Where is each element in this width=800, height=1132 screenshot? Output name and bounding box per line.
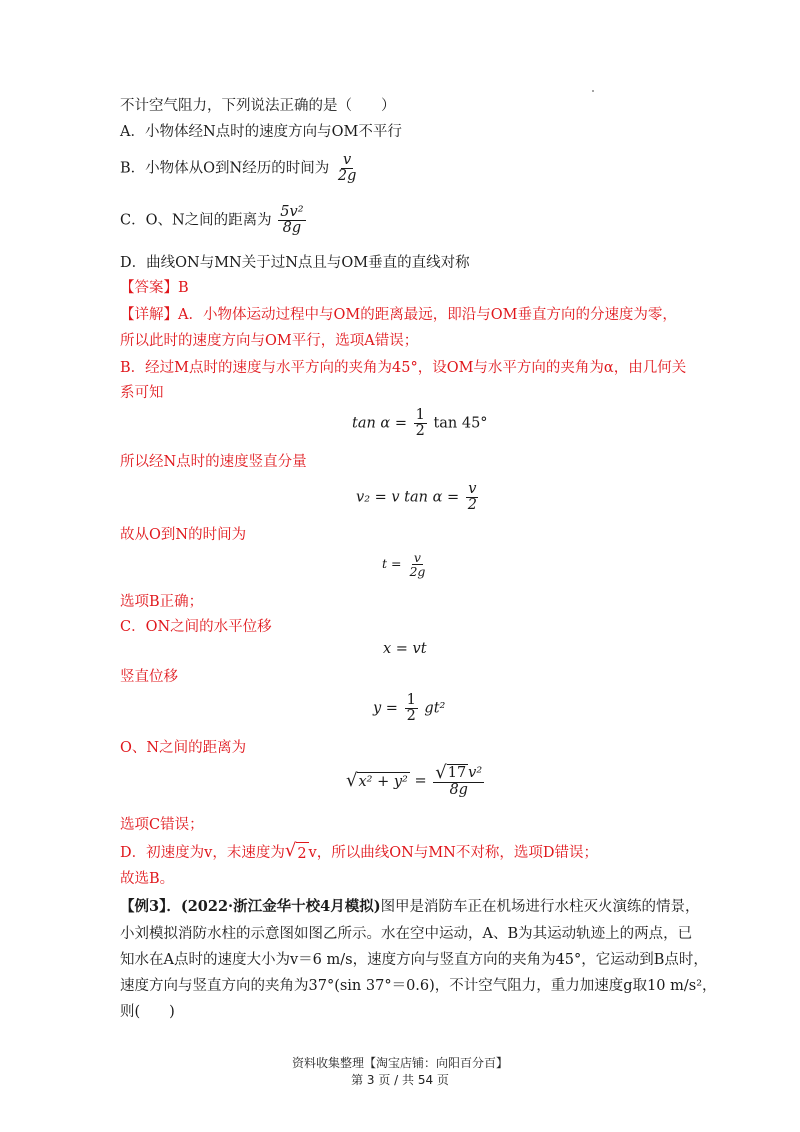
explain-line-12: [120, 842, 598, 864]
option-b-text: B．小物体从O到N经历的时间为: [120, 160, 330, 177]
eq3-fraction: [407, 551, 427, 578]
eq6-sqrt-content: x² + y²: [358, 774, 408, 791]
option-b-fraction: [336, 153, 359, 184]
eq5-right: gt²: [424, 700, 446, 717]
option-c: [120, 205, 308, 236]
explain-line-7: 选项B正确；: [120, 594, 204, 610]
radical-icon: √: [284, 840, 297, 861]
eq5-den: 2: [406, 708, 416, 725]
l12-sqrt: [285, 842, 309, 864]
l12-sqrt-content: 2: [296, 842, 308, 864]
example-line-4: 速度方向与竖直方向的夹角为37°(sin 37°＝0.6)，不计空气阻力，重力加速度g取10 m/s²，: [120, 978, 717, 994]
explain-line-12b: v，所以曲线ON与MN不对称，选项D错误；: [308, 845, 598, 861]
option-a: A．小物体经N点时的速度方向与OM不平行: [120, 124, 402, 140]
eq6-num: [433, 764, 484, 783]
eq6-num-rest: v²: [468, 765, 483, 781]
eq5-fraction: [405, 693, 418, 724]
option-d: D．曲线ON与MN关于过N点且与OM垂直的直线对称: [120, 255, 470, 271]
option-c-num: 5v²: [280, 204, 304, 220]
footer-source: 资料收集整理【淘宝店铺：向阳百分百】: [291, 1056, 508, 1070]
eq1-right: tan 45°: [433, 415, 488, 432]
example-line-5: 则( ): [120, 1004, 175, 1020]
eq5-left: y =: [373, 700, 398, 717]
stray-dot: [592, 90, 594, 92]
option-c-den: 8g: [282, 220, 302, 237]
explain-line-8: C．ON之间的水平位移: [120, 619, 272, 635]
example-line-1-text: 图甲是消防车正在机场进行水柱灭火演练的情景，: [380, 899, 700, 915]
explain-line-4: 系可知: [120, 385, 164, 401]
example-line-2: 小刘模拟消防水柱的示意图如图乙所示。水在空中运动，A、B为其运动轨迹上的两点，已: [120, 926, 693, 942]
eq5-num: 1: [406, 692, 416, 708]
explain-line-5: 所以经N点时的速度竖直分量: [120, 454, 307, 470]
equation-v2: [356, 482, 481, 513]
eq2-num: v: [468, 481, 477, 497]
option-c-fraction: [278, 205, 305, 236]
explain-line-12a: D．初速度为v，末速度为: [120, 845, 285, 861]
explain-line-3: B．经过M点时的速度与水平方向的夹角为45°，设OM与水平方向的夹角为α，由几何关: [120, 360, 687, 376]
eq1-den: 2: [415, 423, 425, 440]
example-head: 【例3】．(2022·浙江金华十校4月模拟): [120, 898, 381, 915]
example-line-3: 知水在A点时的速度大小为v＝6 m/s，速度方向与竖直方向的夹角为45°，它运动到B点时，: [120, 952, 708, 968]
eq6-num-sqrt-content: 17: [447, 765, 467, 781]
option-c-text: C．O、N之间的距离为: [120, 212, 272, 229]
question-stem: 不计空气阻力，下列说法正确的是（ ）: [120, 98, 396, 114]
explain-line-9: 竖直位移: [120, 669, 178, 685]
explain-line-13: 故选B。: [120, 871, 175, 887]
equation-tan-alpha: [352, 408, 488, 439]
eq6-sqrt: [346, 772, 410, 790]
eq2-den: 2: [467, 497, 477, 514]
footer-page-number: 第 3 页 / 共 54 页: [351, 1073, 449, 1087]
option-b: [120, 153, 360, 184]
eq3-den: 2g: [409, 564, 426, 580]
eq1-left: tan α =: [352, 415, 407, 432]
eq3-left: t =: [382, 556, 402, 572]
radical-icon: √: [346, 770, 358, 792]
eq6-fraction: [433, 764, 484, 798]
equation-y: [373, 693, 445, 724]
eq6-den: 8g: [449, 782, 468, 798]
explain-line-2: 所以此时的速度方向与OM平行，选项A错误；: [120, 333, 419, 349]
option-b-den: 2g: [337, 168, 357, 185]
example-line-1: [120, 897, 700, 917]
option-b-num: v: [343, 152, 352, 168]
eq1-num: 1: [415, 407, 425, 423]
eq2-fraction: [466, 482, 479, 513]
eq6-num-sqrt: [435, 764, 468, 782]
explain-line-6: 故从O到N的时间为: [120, 527, 247, 543]
explain-line-10: O、N之间的距离为: [120, 740, 247, 756]
eq1-fraction: [414, 408, 427, 439]
equation-distance: [346, 764, 486, 798]
equation-x: x = vt: [383, 641, 427, 657]
explain-line-11: 选项C错误；: [120, 817, 204, 833]
explain-line-1: 【详解】A．小物体运动过程中与OM的距离最远，即沿与OM垂直方向的分速度为零，: [120, 307, 677, 323]
radical-icon: √: [435, 762, 447, 783]
eq6-equals: =: [414, 773, 427, 790]
eq2-left: v₂ = v tan α =: [356, 489, 460, 506]
eq3-num: v: [413, 550, 421, 565]
equation-t: [382, 551, 429, 578]
answer-line: 【答案】B: [120, 280, 189, 296]
